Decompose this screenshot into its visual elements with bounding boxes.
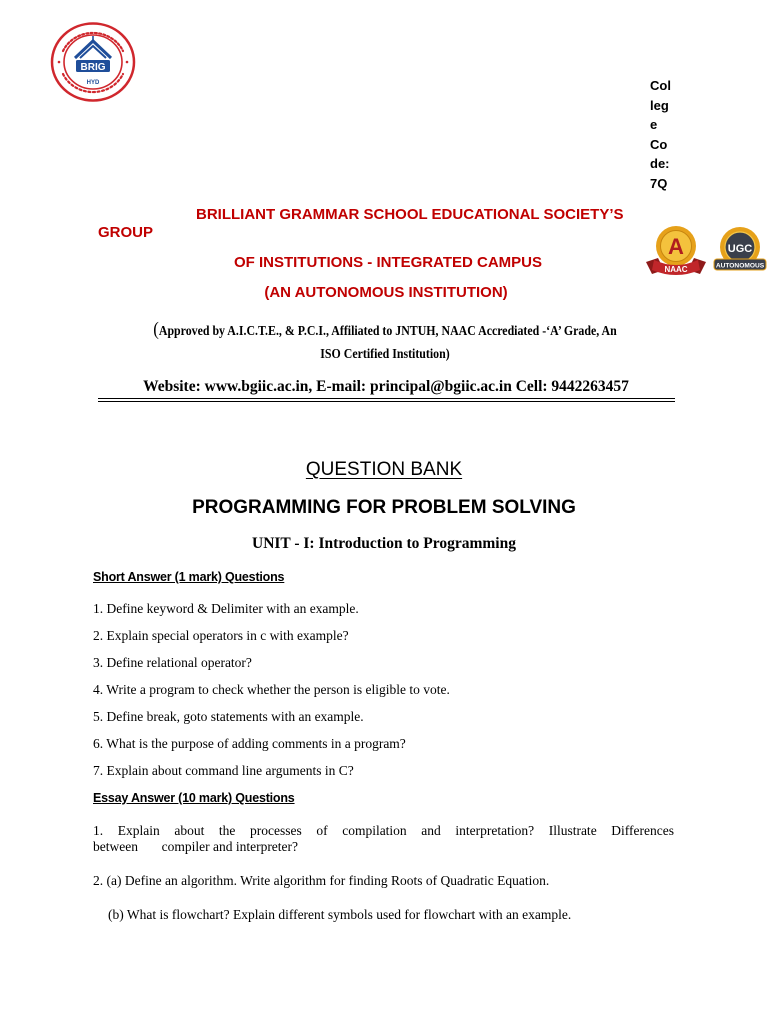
svg-text:HYD: HYD xyxy=(86,80,100,86)
svg-text:BRIG: BRIG xyxy=(80,62,106,73)
college-code xyxy=(650,76,690,194)
naac-grade: A xyxy=(668,234,684,259)
short-answer-heading: Short Answer (1 mark) Questions xyxy=(93,570,285,584)
contact-line: Website: www.bgiic.ac.in, E-mail: principal@bgiic.ac.in Cell: 9442263457 xyxy=(143,378,629,395)
ugc-autonomous-badge xyxy=(712,225,768,277)
short-question: 6. What is the purpose of adding comments in a program? xyxy=(93,736,406,751)
college-code-line: de: xyxy=(650,156,670,172)
college-code-line: e xyxy=(650,117,658,133)
essay-question-1-line-1: 1. Explain about the processes of compilation and interpretation? Illustrate Differences xyxy=(93,823,674,838)
college-code-line: Co xyxy=(650,136,668,152)
institution-logo xyxy=(49,21,137,103)
autonomous-status: (AN AUTONOMOUS INSTITUTION) xyxy=(264,284,508,301)
short-question: 1. Define keyword & Delimiter with an example. xyxy=(93,601,359,616)
short-question: 2. Explain special operators in c with example? xyxy=(93,628,349,643)
document-title: QUESTION BANK xyxy=(305,459,463,480)
approval-statement xyxy=(143,318,627,365)
header-divider xyxy=(98,401,675,402)
college-code-line: Col xyxy=(650,78,671,93)
unit-title: UNIT - I: Introduction to Programming xyxy=(252,535,516,552)
approval-open-paren: ( xyxy=(153,319,159,340)
campus-name: OF INSTITUTIONS - INTEGRATED CAMPUS xyxy=(233,254,543,271)
short-question: 3. Define relational operator? xyxy=(93,655,252,670)
short-question: 4. Write a program to check whether the person is eligible to vote. xyxy=(93,682,450,697)
naac-label: NAAC xyxy=(664,265,688,274)
essay-question-1-line-2: between compiler and interpreter? xyxy=(93,839,299,854)
subject-title: PROGRAMMING FOR PROBLEM SOLVING xyxy=(192,497,576,518)
college-code-line: leg xyxy=(650,97,669,113)
society-name-line-1: BRILLIANT GRAMMAR SCHOOL EDUCATIONAL SOCIETY’S xyxy=(196,206,624,223)
essay-question-2b: (b) What is flowchart? Explain different symbols used for flowchart with an example. xyxy=(108,907,572,922)
college-code-line: 7Q xyxy=(650,175,668,191)
essay-question-2a: 2. (a) Define an algorithm. Write algorithm for finding Roots of Quadratic Equation. xyxy=(93,873,550,888)
approval-text: Approved by A.I.C.T.E., & P.C.I., Affiliated to JNTUH, NAAC Accrediated -‘A’ Grade, An ISO Certified Institution) xyxy=(158,323,617,361)
essay-answer-heading: Essay Answer (10 mark) Questions xyxy=(93,791,295,805)
header-divider xyxy=(98,398,675,399)
ugc-sub-label: AUTONOMOUS xyxy=(715,262,765,270)
short-question: 5. Define break, goto statements with an example. xyxy=(93,709,364,724)
ugc-label: UGC xyxy=(727,243,753,255)
short-question: 7. Explain about command line arguments in C? xyxy=(93,763,354,778)
society-name-line-2: GROUP xyxy=(98,224,154,241)
naac-badge xyxy=(644,224,712,278)
essay-question-1 xyxy=(93,823,674,855)
